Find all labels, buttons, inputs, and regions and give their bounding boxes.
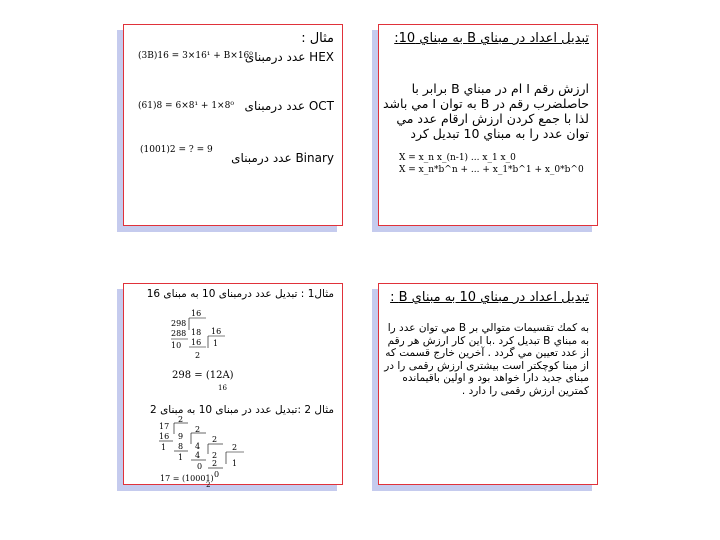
svg-text:2: 2 (232, 443, 238, 452)
example1-division-diagram (168, 308, 248, 370)
svg-text:16: 16 (159, 432, 170, 441)
example-oct-math: (61)8 = 6×8¹ + 1×8⁰ (138, 101, 234, 111)
svg-text:1: 1 (232, 459, 238, 468)
example-hex-label: HEX عدد درمبنای (244, 50, 334, 64)
slide-examples-to-decimal (123, 24, 343, 226)
svg-text:10: 10 (171, 341, 182, 350)
svg-text:8: 8 (178, 442, 184, 451)
example2-title: مثال 2 :تبدیل عدد در مبنای 10 به مبنای 2 (150, 404, 334, 416)
svg-text:1: 1 (161, 443, 167, 452)
svg-text:2: 2 (178, 415, 184, 424)
svg-text:298: 298 (171, 319, 187, 328)
svg-text:1: 1 (178, 453, 184, 462)
example2-result: 17 = (10001) (160, 474, 214, 483)
svg-text:16: 16 (191, 309, 202, 318)
example-binary-math: (1001)2 = ? = 9 (140, 145, 213, 155)
svg-text:16: 16 (191, 338, 202, 347)
slide-card (123, 283, 343, 489)
svg-text:2: 2 (195, 351, 201, 360)
slide-title: تبديل اعداد در مبناي 10 به مبناي B : (390, 290, 589, 305)
svg-text:4: 4 (195, 451, 201, 460)
svg-text:2: 2 (212, 459, 218, 468)
svg-text:2: 2 (212, 435, 218, 444)
slide-card (123, 24, 343, 226)
example2-base: 2 (206, 481, 211, 489)
slide-body-text: ارزش رقم I ام در مبناي B برابر با حاصلضرب رقم در B به توان I مي باشد لذا با جمع كردن ارزش ارقام عدد مي توان عدد را به مبناي 10 تبديل كرد (382, 81, 589, 141)
slide-base-b-to-decimal (378, 24, 598, 226)
example-hex-math: (3B)16 = 3×16¹ + B×16⁰ (138, 51, 253, 61)
slide-body-text: به كمك تقسيمات متوالي بر B مي توان عدد را به مبناي B تبديل كرد .با اين كار ارزش هر رقم از عدد تعيين مي گردد . آخرين خارج قسمت كه از مبنا كوچكتر است بيشترى ارزش رقمى را در مبناى جديد دارا خواهد بود و اولين باقيمانده كمترين ارزش رقمى را دارد . (384, 322, 589, 397)
example1-title: مثال1 : تبدیل عدد درمبنای 10 به مبنای 16 (146, 288, 334, 300)
formula-digits: X = x_n x_(n-1) ... x_1 x_0 (399, 153, 516, 163)
svg-text:2: 2 (212, 451, 218, 460)
svg-text:2: 2 (195, 425, 201, 434)
slide-card (378, 24, 598, 226)
svg-text:0: 0 (197, 462, 203, 471)
formula-expansion: X = x_n*b^n + ... + x_1*b^1 + x_0*b^0 (399, 165, 584, 175)
slide-title: تبديل اعداد در مبناي B به مبناي 10: (394, 31, 589, 46)
example-heading: مثال : (301, 31, 334, 46)
example-oct-label: OCT عدد درمبنای (244, 99, 334, 113)
slide-card (378, 283, 598, 485)
slide-decimal-to-base-b (378, 283, 598, 485)
svg-text:18: 18 (191, 328, 202, 337)
svg-text:0: 0 (214, 470, 220, 479)
example-binary-label: Binary عدد درمبنای (231, 151, 334, 165)
svg-text:17: 17 (159, 422, 170, 431)
svg-text:288: 288 (171, 329, 187, 338)
svg-text:4: 4 (195, 442, 201, 451)
svg-text:1: 1 (213, 339, 219, 348)
example1-result: 298 = (12A) (172, 370, 234, 381)
svg-text:9: 9 (178, 432, 184, 441)
svg-text:16: 16 (211, 327, 222, 336)
example1-base: 16 (218, 384, 227, 392)
slide-division-examples (123, 283, 343, 489)
